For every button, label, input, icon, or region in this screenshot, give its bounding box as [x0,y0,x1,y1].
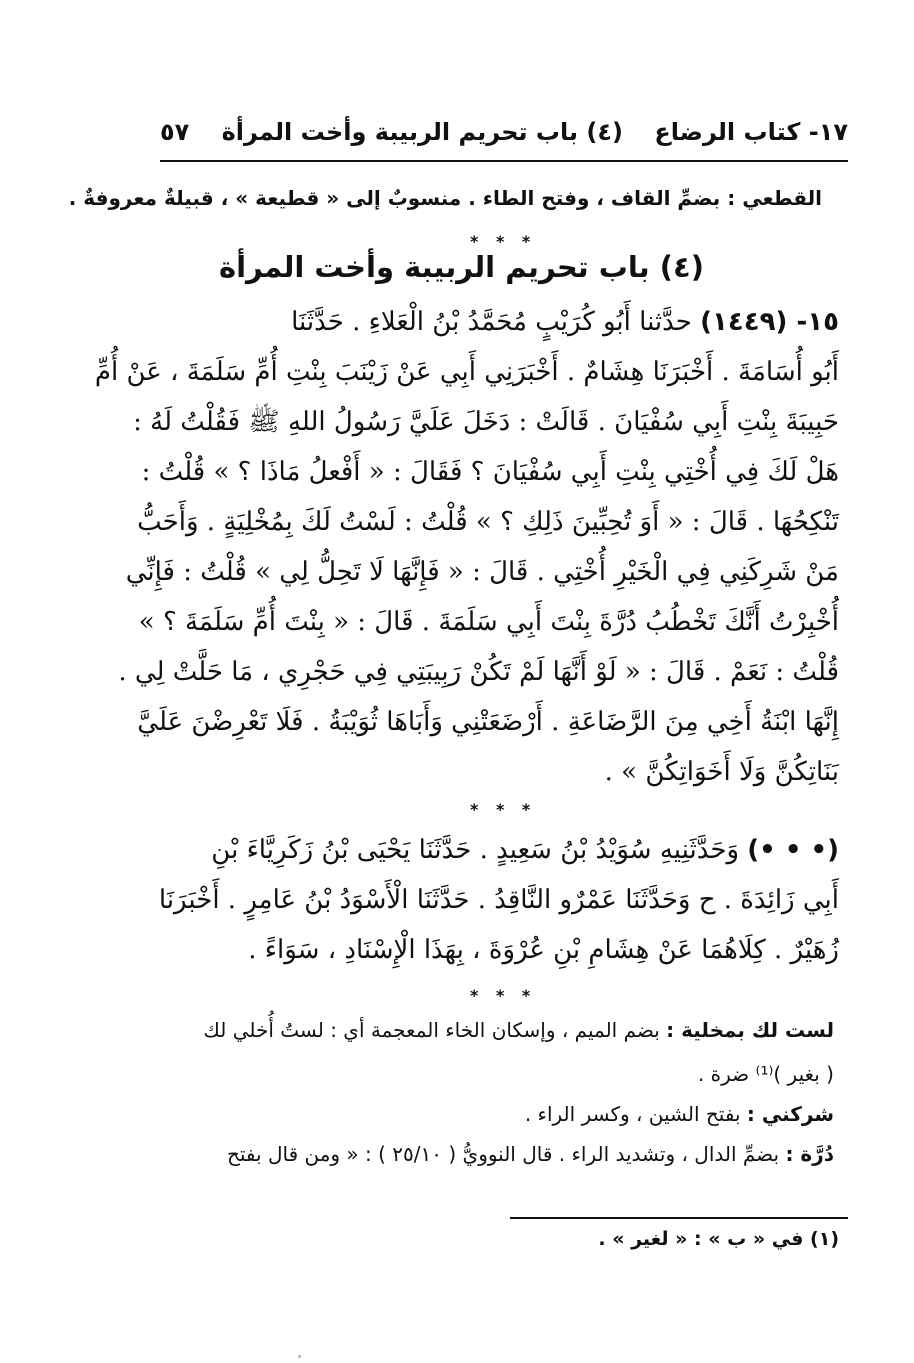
chapter-title: (٤) باب تحريم الربيبة وأخت المرأة [218,250,704,284]
hadith-line-5: تَنْكِحُهَا . قَالَ : « أَوَ تُحِبِّينَ ذَلِكِ ؟ » قُلْتُ : لَسْتُ لَكَ بِمُخْلِيَةٍ . وَأَحَبُّ [137,507,839,537]
hadith-line-10: بَنَاتِكُنَّ وَلَا أَخَوَاتِكُنَّ » . [604,757,839,787]
section-name: (٤) باب تحريم الربيبة وأخت المرأة [221,118,623,146]
hadith2-line-1: (• • •) وَحَدَّثَنِيهِ سُوَيْدُ بْنُ سَعِيدٍ . حَدَّثَنَا يَحْيَى بْنُ زَكَرِيَّاءَ بْنِ [211,835,839,865]
page-number: ٥٧ [160,118,190,146]
commentary-line-4: دُرَّة : بضمِّ الدال ، وتشديد الراء . قال النوويُّ ( ٢٥/١٠ ) : « ومن قال بفتح [226,1142,834,1166]
scan-speck [298,1355,301,1358]
hadith-line-8: قُلْتُ : نَعَمْ . قَالَ : « لَوْ أَنَّهَا لَمْ تَكُنْ رَبِيبَتِي فِي حَجْرِي ، مَا حَلَّتْ لِي . [118,657,839,687]
hadith-line-6: مَنْ شَرِكَنِي فِي الْخَيْرِ أُخْتِي . قَالَ : « فَإِنَّهَا لَا تَحِلُّ لِي » قُلْتُ : فَإِنِّي [125,557,839,587]
hadith2-line-2: أَبِي زَائِدَةَ . ح وَحَدَّثَنَا عَمْرٌو النَّاقِدُ . حَدَّثَنَا الْأَسْوَدُ بْنُ عَامِرٍ . أَخْبَرَنَا [158,885,839,915]
footnote-rule [510,1217,848,1219]
hadith-line-1: ١٥- (١٤٤٩) حدَّثنا أَبُو كُرَيْبٍ مُحَمَّدُ بْنُ الْعَلاءِ . حَدَّثَنَا [291,307,839,337]
hadith-line-4: هَلْ لَكَ فِي أُخْتِي بِنْتِ أَبِي سُفْيَانَ ؟ فَقَالَ : « أَفْعلُ مَاذَا ؟ » قُلْتُ : [141,457,839,487]
footnote: (١) في « ب » : « لغير » . [598,1228,839,1250]
intro-note: القطعي : بضمِّ القاف ، وفتح الطاء . منسوبٌ إلى « قطيعة » ، قبيلةٌ معروفةٌ . [68,186,822,210]
chapter-name: ١٧- كتاب الرضاع [654,118,848,146]
hadith-line-3: حَبِيبَةَ بِنْتِ أَبِي سُفْيَانَ . قَالَتْ : دَخَلَ عَلَيَّ رَسُولُ اللهِ ﷺ فَقُلْتُ لَهُ : [133,407,839,437]
hadith-line-7: أُخْبِرْتُ أَنَّكَ تَخْطُبُ دُرَّةَ بِنْتَ أَبِي سَلَمَةَ . قَالَ : « بِنْتَ أُمِّ سَلَمَةَ ؟ » [138,607,839,637]
hadith2-number: (• • •) [747,835,839,865]
header-rule [160,160,848,162]
running-header [160,118,848,158]
hadith2-line-3: زُهَيْرٌ . كِلَاهُمَا عَنْ هِشَامِ بْنِ عُرْوَةَ ، بِهَذَا الْإِسْنَادِ ، سَوَاءً . [248,935,839,965]
separator-stars: * * * [470,800,537,819]
commentary-line-2: ( بغير )⁽¹⁾ ضرة . [697,1062,834,1086]
separator-stars: * * * [470,232,537,251]
commentary-line-1: لست لك بمخلية : بضم الميم ، وإسكان الخاء المعجمة أي : لستُ أُخلي لك [203,1018,834,1042]
hadith-line-9: إِنَّهَا ابْنَةُ أَخِي مِنَ الرَّضَاعَةِ . أَرْضَعَتْنِي وَأَبَاهَا ثُوَيْبَةُ . فَلَا تَعْرِضْنَ عَلَيَّ [137,707,839,737]
hadith-line-2: أَبُو أُسَامَةَ . أَخْبَرَنَا هِشَامٌ . أَخْبَرَنِي أَبِي عَنْ زَيْنَبَ بِنْتِ أُمِّ سَلَمَةَ ، عَنْ أُمِّ [94,357,839,387]
hadith-number: ١٥- (١٤٤٩) [700,307,839,337]
separator-stars: * * * [470,986,537,1005]
commentary-line-3: شركني : بفتح الشين ، وكسر الراء . [524,1102,834,1126]
